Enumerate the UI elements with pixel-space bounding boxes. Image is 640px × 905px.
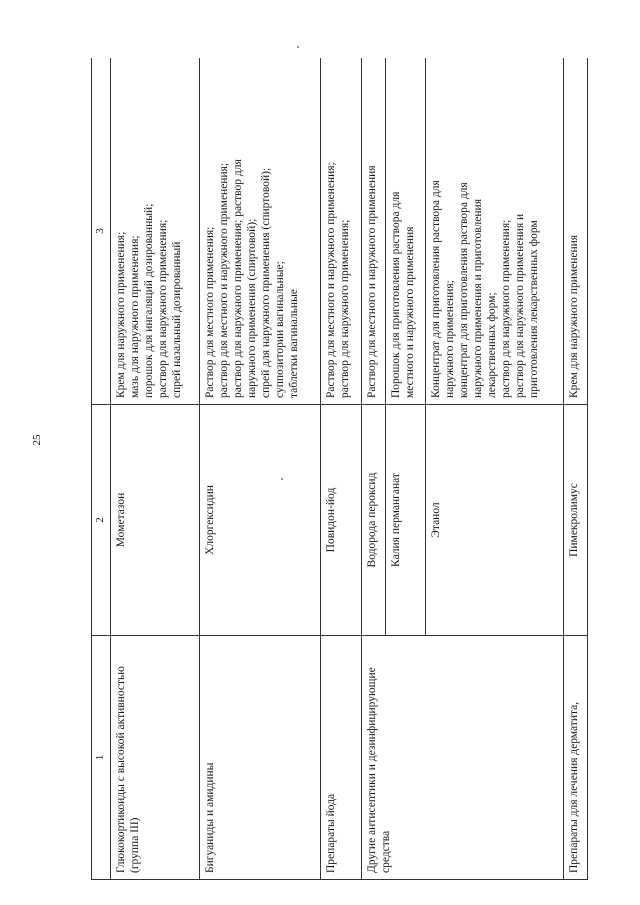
substance-cell: Мометазон: [111, 405, 200, 636]
form-line: Крем для наружного применения;: [115, 231, 127, 398]
form-line: наружного применения (спиртовой);: [245, 218, 258, 398]
form-line: Раствор для местного применения;: [203, 226, 216, 398]
group-cell: Глюкокортикоиды с высокой активностью (группа III): [111, 636, 200, 880]
form-line: спрей для наружного применения (спиртовой);: [259, 167, 272, 398]
form-line: концентрат для приготовления раствора для: [458, 182, 471, 398]
form-line: раствор для наружного применения;: [500, 219, 513, 398]
table-row: [563, 58, 587, 880]
header-row: [92, 58, 111, 880]
form-line: Крем для наружного применения: [567, 234, 580, 398]
form-line: раствор для наружного применения;: [157, 219, 169, 398]
forms-cell: [321, 58, 361, 405]
drug-table: [91, 58, 588, 880]
form-line: таблетки вагинальные: [287, 289, 300, 398]
form-line: Порошок для приготовления раствора для: [389, 191, 402, 398]
forms-cell: [385, 58, 425, 405]
form-line: спрей назальный дозированный: [171, 241, 183, 398]
column-header: 1: [92, 636, 111, 880]
form-line: местного и наружного применения: [403, 226, 416, 398]
group-cell: Препараты йода: [321, 636, 361, 880]
table-row: [111, 58, 200, 880]
substance-cell: Водорода пероксид: [361, 405, 385, 636]
substance-cell: Повидон-йод: [321, 405, 361, 636]
substance-cell: Пимекролимус: [563, 405, 587, 636]
drug-table-rotated: [91, 58, 588, 880]
form-line: наружного применения;: [444, 280, 457, 398]
form-line: раствор для наружного применения;: [339, 219, 352, 398]
column-header: 3: [92, 58, 111, 405]
forms-cell: [199, 58, 320, 405]
substance-cell: Калия перманганат: [385, 405, 425, 636]
group-cell: Препараты для лечения дерматита,: [563, 636, 587, 880]
substance-cell: Этанол: [426, 405, 563, 636]
group-cell: Бигуаниды и амидины: [199, 636, 320, 880]
form-line: порошок для ингаляций дозированный;: [143, 203, 155, 398]
forms-cell: [426, 58, 563, 405]
form-line: мазь для наружного применения;: [129, 235, 141, 398]
scan-speck: [297, 46, 299, 48]
form-line: раствор для наружного применения; раствор для: [231, 159, 244, 398]
form-line: суппозитории вагинальные;: [273, 261, 286, 398]
form-line: Раствор для местного и наружного применения: [365, 165, 378, 398]
table-row: [361, 58, 385, 880]
form-line: лекарственных форм;: [486, 292, 499, 398]
form-line: наружного применения и приготовления: [472, 199, 485, 398]
column-header: 2: [92, 405, 111, 636]
forms-cell: [361, 58, 385, 405]
form-line: Раствор для местного и наружного применения;: [325, 162, 338, 398]
scan-speck: [281, 478, 283, 480]
forms-cell: [563, 58, 587, 405]
form-line: раствор для местного и наружного применения;: [217, 162, 230, 398]
form-line: приготовления лекарственных форм: [528, 220, 541, 398]
drug-table-frame: [91, 58, 588, 880]
form-line: Концентрат для приготовления раствора для: [430, 180, 443, 398]
group-cell: Другие антисептики и дезинфицирующие средства: [361, 636, 563, 880]
forms-cell: [111, 58, 200, 405]
page-number: 25: [31, 434, 43, 446]
substance-cell: Хлоргексидин: [199, 405, 320, 636]
table-row: [321, 58, 361, 880]
form-line: раствор для наружного применения и: [514, 213, 527, 398]
table-row: [199, 58, 320, 880]
